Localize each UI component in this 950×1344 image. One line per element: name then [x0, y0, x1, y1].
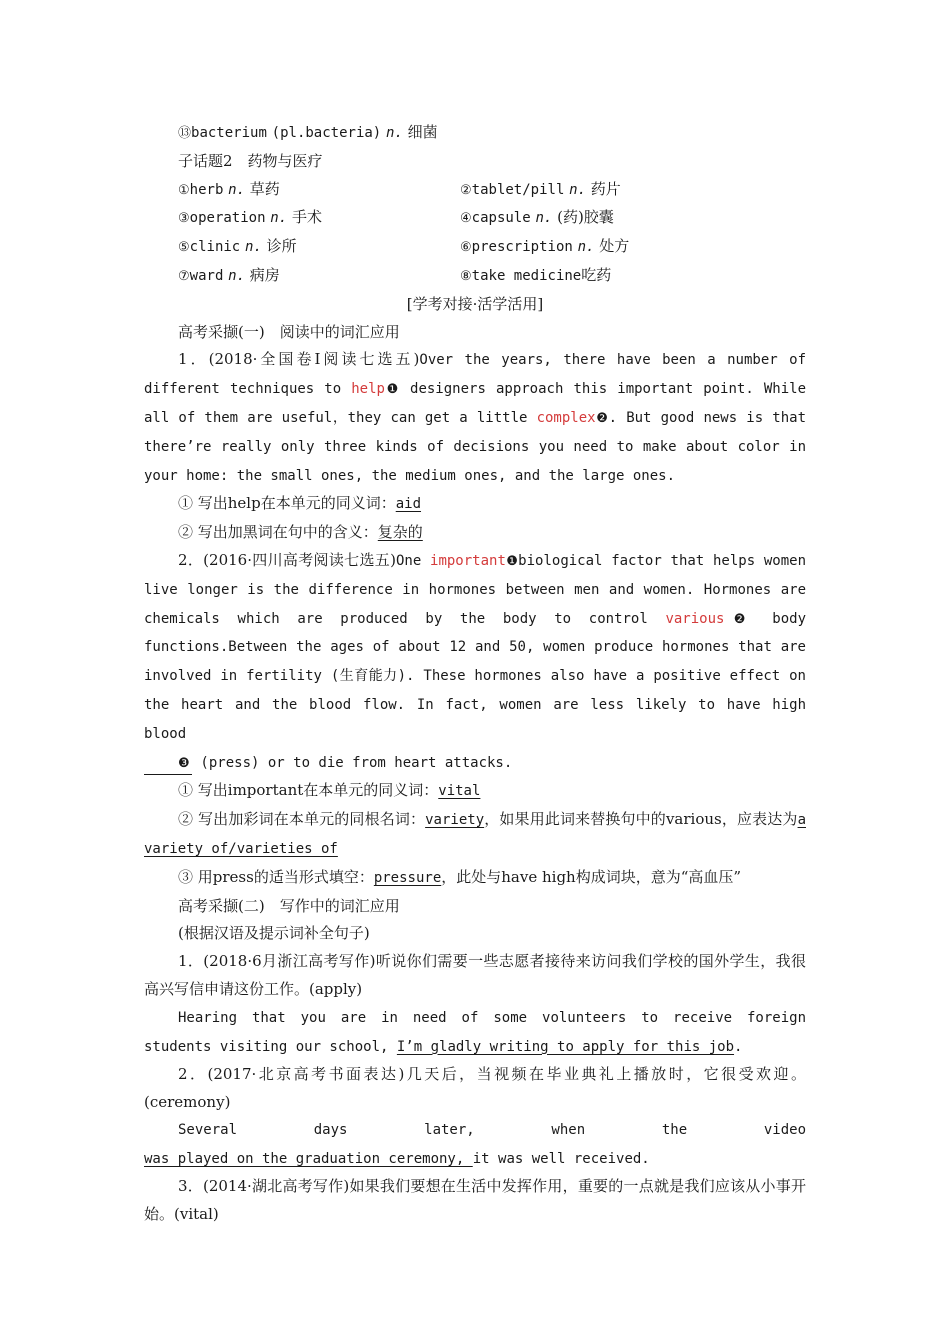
vocab-row: [144, 262, 806, 291]
sub-question: ① 写出help在本单元的同义词：aid: [178, 494, 422, 513]
marker: ❷: [595, 410, 609, 426]
answer: I’m gladly writing to apply for this job: [396, 1038, 735, 1055]
writing-question-1: 1．(2018·6月浙江高考写作)听说你们需要一些志愿者接待来访问我们学校的国外学生，我很高兴写信申请这份工作。(apply): [144, 952, 806, 998]
vocab-right: ②tablet/pill n. 药片: [460, 179, 621, 198]
marker: ❶: [505, 553, 519, 569]
reading-title: 高考采撷(一) 阅读中的词汇应用: [178, 322, 400, 341]
vocab-left: ⑤clinic n. 诊所: [178, 237, 297, 256]
vocab-left: ⑦ward n. 病房: [178, 265, 280, 284]
answer: pressure: [373, 869, 442, 886]
page-content: [144, 119, 806, 1229]
item-number: ⑬: [178, 126, 192, 141]
marker: ❷: [724, 611, 755, 627]
question-source: 3．(2014·湖北高考写作): [178, 1177, 350, 1196]
highlight-word: various: [665, 610, 725, 627]
writing-question-2: 2．(2017·北京高考书面表达)几天后，当视频在毕业典礼上播放时，它很受欢迎。(ceremony): [144, 1065, 806, 1112]
subtopic-title: 子话题2 药物与医疗: [178, 151, 323, 170]
sub-question: ② 写出加彩词在本单元的同根名词：variety，如果用此词来替换句中的various，应表达为a variety of/varieties of: [144, 810, 806, 857]
section-header: [学考对接·活学活用]: [406, 294, 544, 313]
answer: vital: [438, 783, 481, 800]
writing-answer-2-line2: was played on the graduation ceremony, it was well received.: [144, 1150, 650, 1167]
vocab-left: ③operation n. 手术: [178, 208, 322, 227]
reading-question-2: 2．(2016·四川高考阅读七选五)One important❶biological factor that helps women live longer is the difference in hormones between men and women. Hormones are chemicals which are produced by the body to control various❷ body functions.Between the ages of about 12 and 50, women produce hormones that are involved in fertility (生育能力). These hormones also have a positive effect on the heart and the blood flow. In fact, women are less likely to have high blood ❸ (press) or to die from heart attacks.: [144, 547, 806, 777]
writing-answer-1: Hearing that you are in need of some volunteers to receive foreign students visiting our school, I’m gladly writing to apply for this job.: [144, 1009, 806, 1055]
answer: a variety of/varieties of: [144, 812, 806, 857]
vocab-meaning: 细菌: [407, 123, 438, 141]
plural-form: (pl.bacteria): [271, 125, 382, 141]
vocab-row: [144, 233, 806, 262]
vocab-left: ①herb n. 草药: [178, 179, 280, 198]
answer: was played on the graduation ceremony,: [144, 1150, 473, 1167]
writing-question-3: 3．(2014·湖北高考写作)如果我们要想在生活中发挥作用，重要的一点就是我们应该从小事开始。(vital): [144, 1177, 806, 1224]
vocab-line-bacterium: [144, 119, 806, 148]
vocab-right: ④capsule n. (药)胶囊: [460, 208, 614, 227]
vocab-row: [144, 204, 806, 233]
answer: aid: [395, 496, 422, 513]
question-source: 1．(2018·全国卷Ⅰ阅读七选五): [178, 350, 420, 369]
question-source: 1．(2018·6月浙江高考写作): [178, 952, 376, 971]
question-source: 2．(2016·四川高考阅读七选五): [178, 550, 396, 569]
sub-question: ① 写出important在本单元的同义词：vital: [178, 781, 481, 800]
reading-question-1: 1．(2018·全国卷Ⅰ阅读七选五)Over the years, there have been a number of different techniques to help❶ designers approach this important point. While all of them are useful，they can get a little complex❷. But good news is that there’re really only three kinds of decisions you need to make about color in your home: the small ones, the medium ones, and the large ones.: [144, 350, 807, 484]
sub-question: ③ 用press的适当形式填空：pressure，此处与have high构成词块，意为“高血压”: [178, 867, 742, 886]
part-of-speech: n.: [386, 125, 403, 141]
answer: 复杂的: [377, 523, 423, 542]
question-source: 2．(2017·北京高考书面表达): [178, 1065, 405, 1084]
writing-answer-2-line1: Several days later, when the video: [178, 1121, 806, 1138]
writing-instruction: (根据汉语及提示词补全句子): [178, 924, 370, 943]
vocab-word: bacterium: [191, 125, 267, 141]
vocab-right: ⑥prescription n. 处方: [460, 237, 630, 256]
answer: variety: [425, 812, 485, 829]
vocab-row: [144, 176, 806, 205]
fill-blank: ❸: [144, 754, 192, 775]
marker: ❶: [384, 382, 400, 398]
sub-question: ② 写出加黑词在句中的含义：复杂的: [178, 523, 423, 542]
highlight-word: important: [430, 552, 506, 569]
vocab-right: ⑧take medicine吃药: [460, 265, 612, 284]
writing-title: 高考采撷(二) 写作中的词汇应用: [178, 896, 400, 915]
highlight-word: help: [351, 381, 385, 398]
highlight-word: complex: [536, 409, 596, 426]
